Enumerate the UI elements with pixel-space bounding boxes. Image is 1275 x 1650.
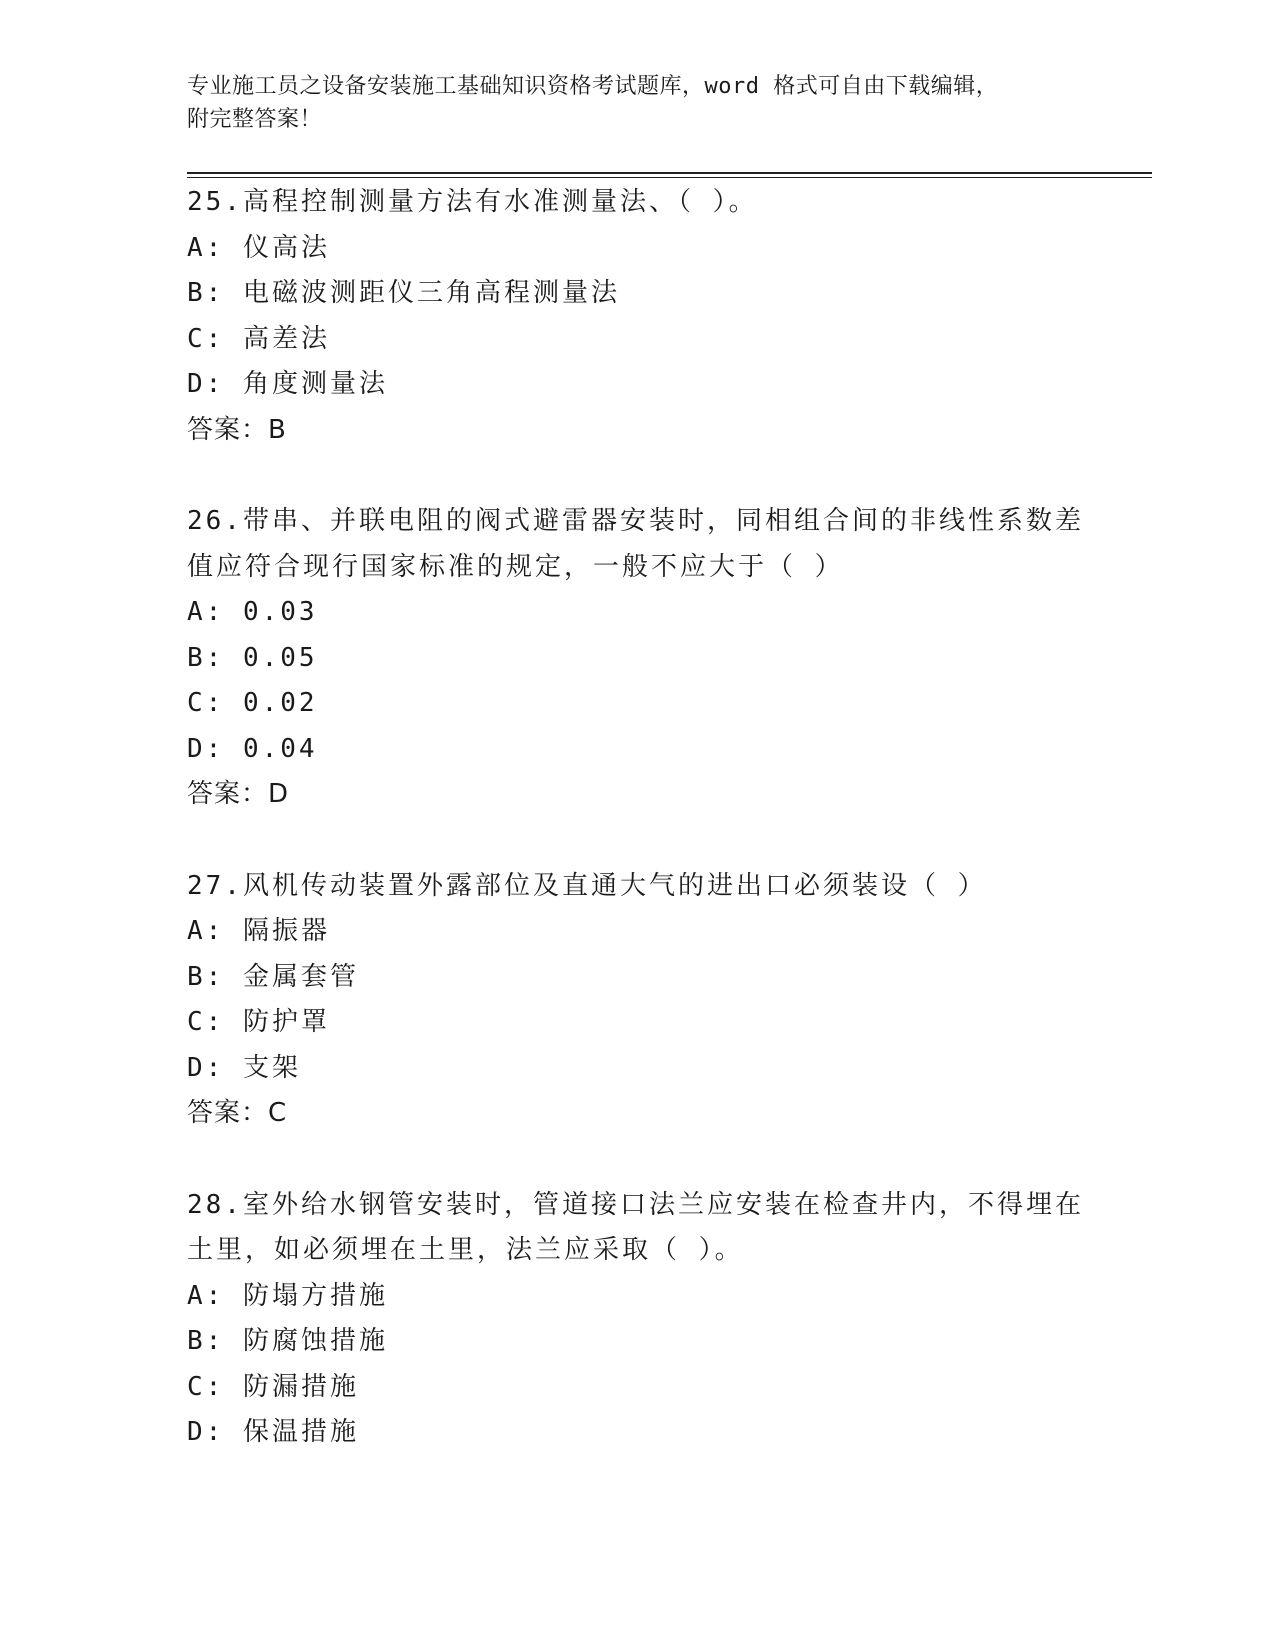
question-text: 26.带串、并联电阻的阀式避雷器安装时，同相组合间的非线性系数差 [187,506,1084,536]
option-text: 保温措施 [242,1417,359,1447]
option-label: D: [187,369,225,399]
option-text: 0.02 [242,688,318,718]
option-c [187,317,1152,363]
option-text: 电磁波测距仪三角高程测量法 [242,278,620,308]
question-text-cont: 值应符合现行国家标准的规定，一般不应大于（ ） [187,551,844,582]
option-a [187,1274,1152,1320]
option-label: B: [187,1326,225,1356]
option-text: 支架 [242,1052,301,1083]
question-28 [187,1183,1152,1456]
option-label: D: [187,1417,225,1447]
option-d [187,727,1152,773]
option-text: 0.04 [242,733,318,764]
question-26 [187,499,1152,818]
option-text: 金属套管 [242,961,359,992]
header-divider [187,172,1152,178]
option-text: 防腐蚀措施 [242,1326,388,1356]
option-label: C: [187,323,225,354]
option-b [187,636,1152,682]
option-d [187,1046,1152,1092]
option-d [187,1410,1152,1456]
option-label: A: [187,1280,225,1311]
document-page [187,70,1152,1456]
option-c [187,1365,1152,1411]
option-text: 高差法 [242,323,330,354]
option-label: B: [187,642,225,673]
option-c [187,681,1152,727]
option-text: 0.03 [242,597,318,627]
option-c [187,1000,1152,1046]
option-text: 隔振器 [242,916,330,946]
header-line-2: 附完整答案！ [187,107,323,132]
answer: 答案：C [187,1098,288,1128]
option-a [187,590,1152,636]
question-text-cont: 土里，如必须埋在土里，法兰应采取（ ）。 [187,1235,744,1265]
header-line-1: 专业施工员之设备安装施工基础知识资格考试题库，word 格式可自由下载编辑， [187,74,999,99]
question-text: 28.室外给水钢管安装时，管道接口法兰应安装在检查井内，不得埋在 [187,1189,1084,1220]
option-text: 防塌方措施 [242,1280,388,1311]
option-label: B: [187,961,225,992]
question-spacer [187,1137,1152,1183]
option-label: C: [187,688,225,718]
option-text: 仪高法 [242,232,330,263]
option-label: C: [187,1007,225,1037]
question-spacer [187,453,1152,499]
option-label: C: [187,1371,225,1402]
option-label: D: [187,733,225,764]
option-b [187,271,1152,317]
question-text: 27.风机传动装置外露部位及直通大气的进出口必须装设（ ） [187,870,987,901]
option-label: A: [187,916,225,946]
option-label: A: [187,232,225,263]
option-label: D: [187,1052,225,1083]
option-b [187,955,1152,1001]
question-25 [187,180,1152,453]
option-a [187,909,1152,955]
option-text: 0.05 [242,642,318,673]
option-d [187,362,1152,408]
answer: 答案：B [187,414,287,445]
option-text: 防护罩 [242,1007,330,1037]
answer: 答案：D [187,779,290,809]
question-27 [187,864,1152,1137]
option-text: 角度测量法 [242,369,388,399]
option-b [187,1319,1152,1365]
option-label: A: [187,597,225,627]
option-label: B: [187,278,225,308]
question-spacer [187,818,1152,864]
option-text: 防漏措施 [242,1371,359,1402]
question-text: 25.高程控制测量方法有水准测量法、（ ）。 [187,187,758,217]
option-a [187,226,1152,272]
